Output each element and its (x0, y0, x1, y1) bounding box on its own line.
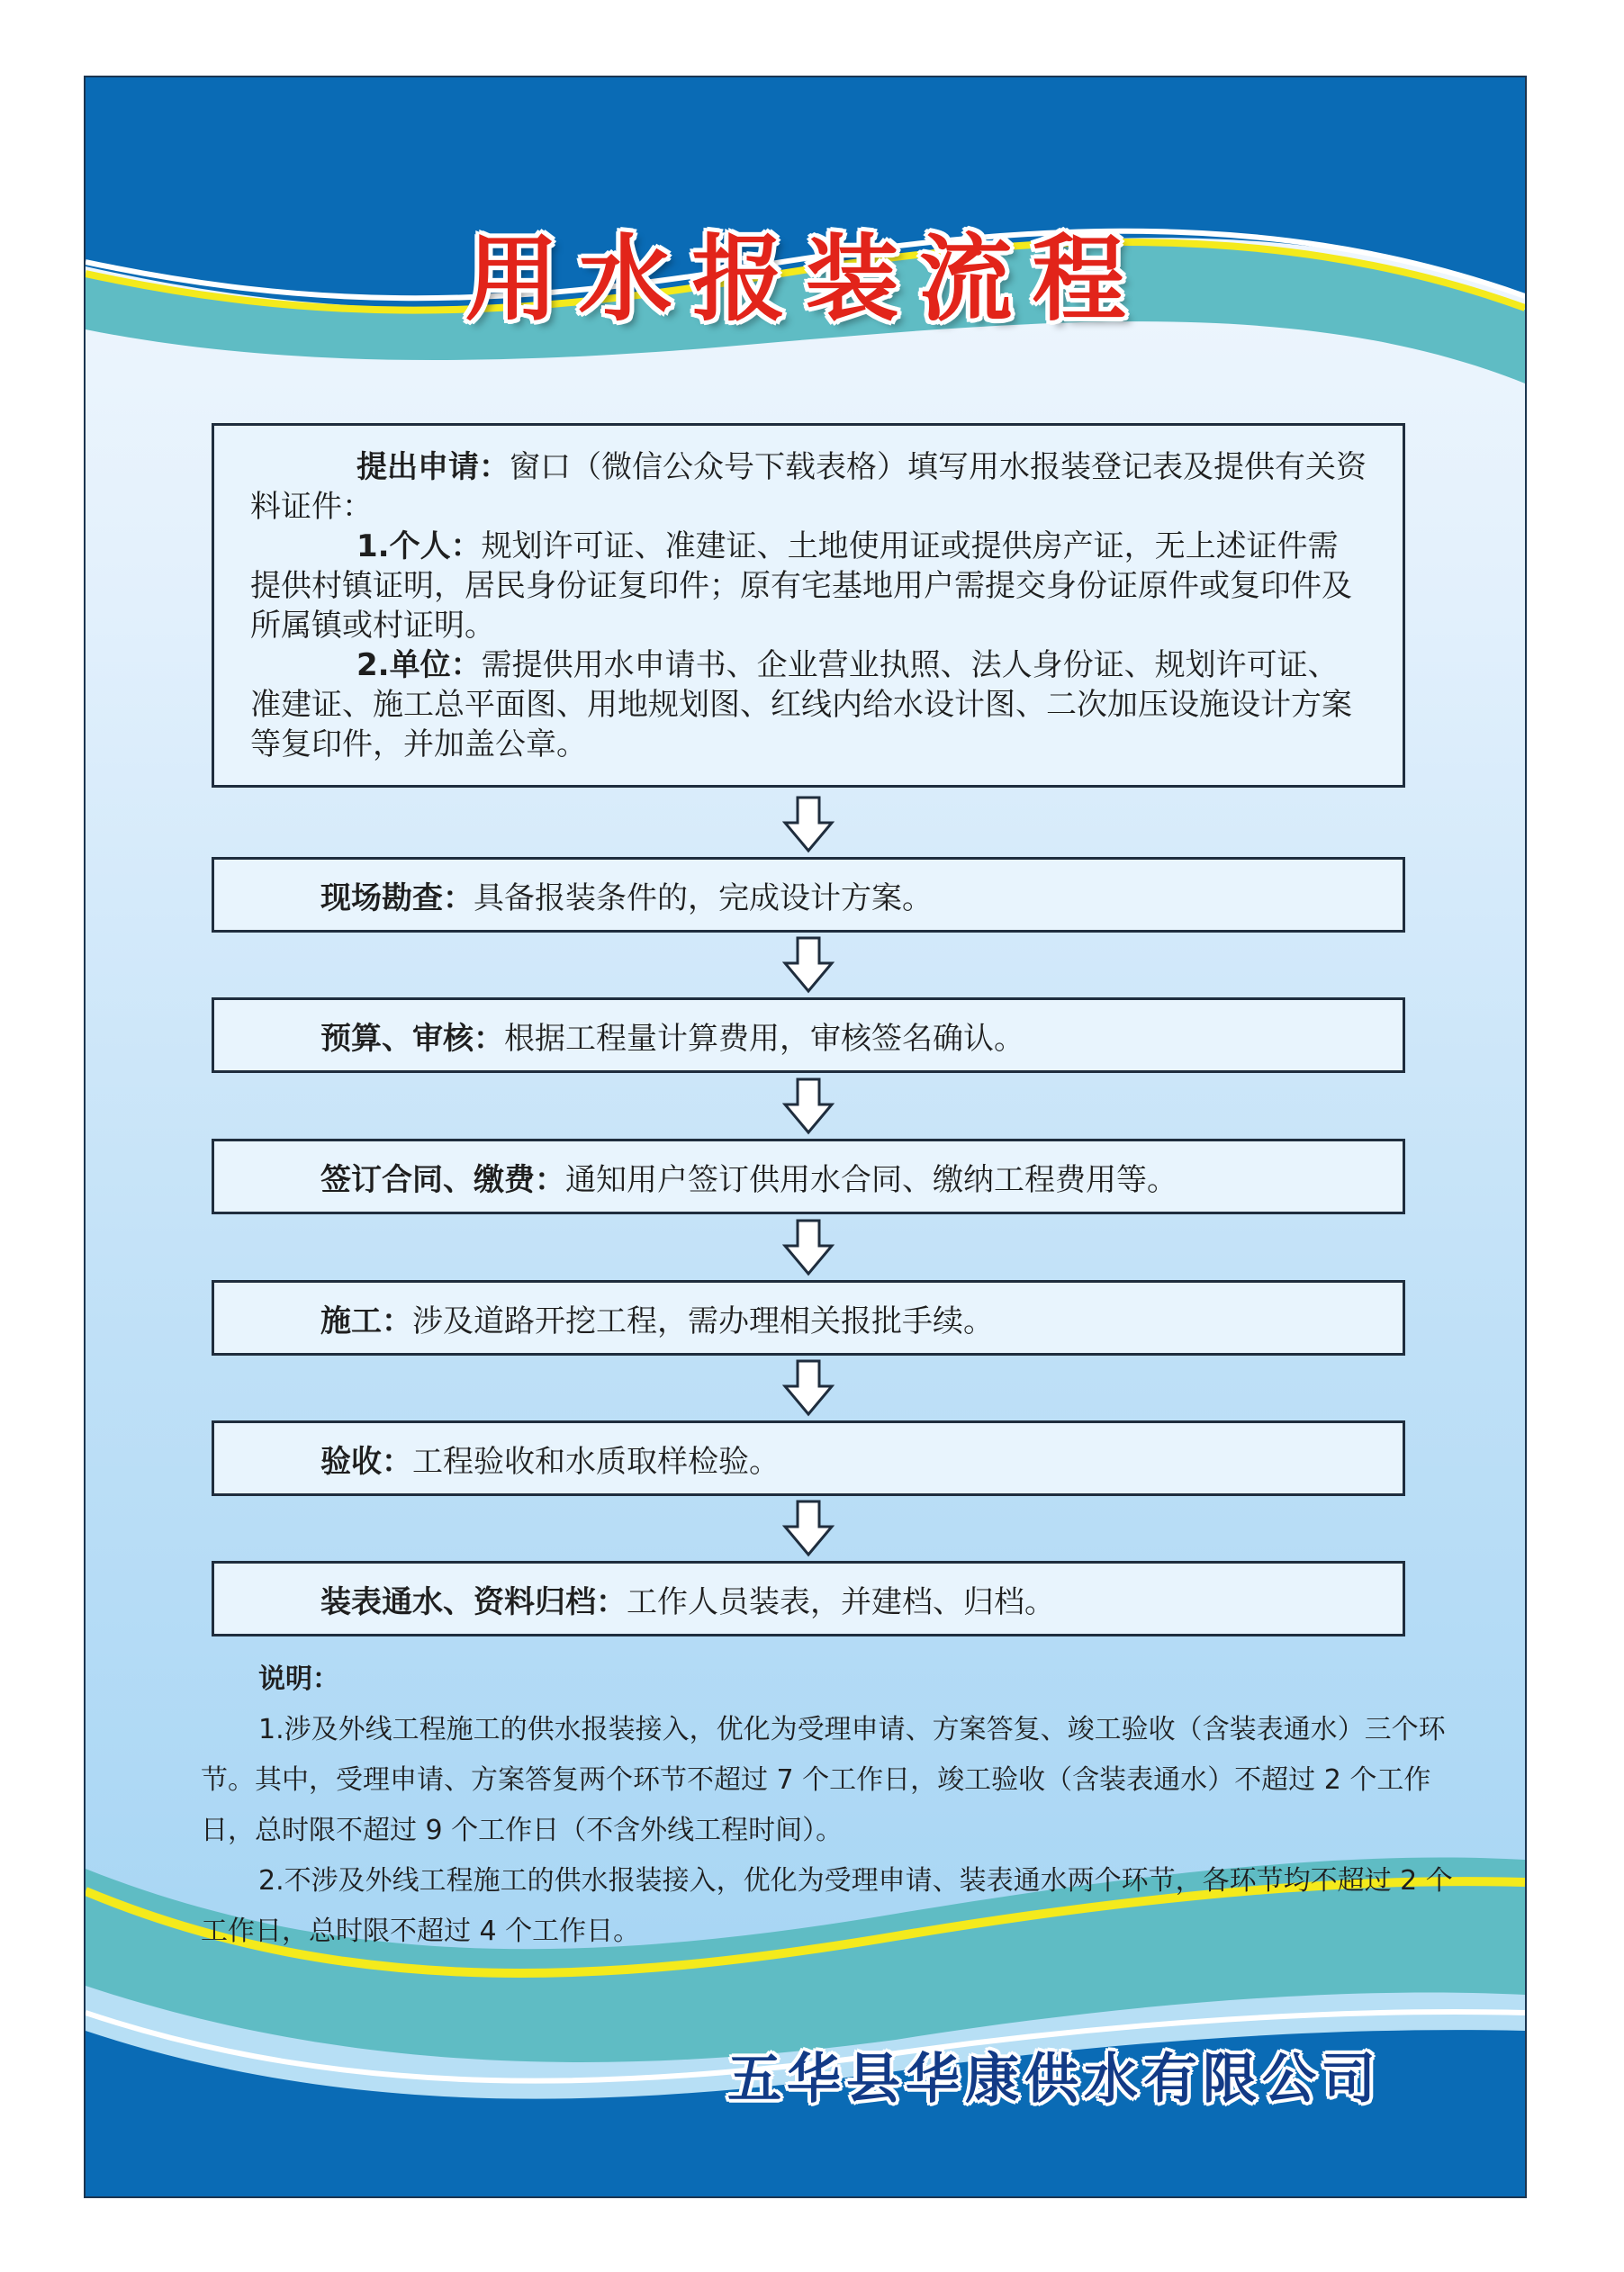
note-item: 1.涉及外线工程施工的供水报装接入，优化为受理申请、方案答复、竣工验收（含装表通水）三个环节。其中，受理申请、方案答复两个环节不超过 7 个工作日，竣工验收（含装表通水）不超过 2 个工作日，总时限不超过 9 个工作日（不含外线工程时间）。 (201, 1714, 1446, 1846)
survey-label: 现场勘查： (320, 879, 474, 916)
company-name: 五华县华康供水有限公司 (727, 2048, 1381, 2111)
down-arrow-icon (782, 1359, 835, 1417)
apply-text: 窗口（微信公众号下载表格）填写用水报装登记表及提供有关资料证件： (250, 449, 1367, 525)
step-survey-box (212, 857, 1405, 933)
construction-label: 施工： (320, 1303, 412, 1339)
unit-label: 2.单位： (356, 647, 482, 683)
note-item: 2.不涉及外线工程施工的供水报装接入，优化为受理申请、装表通水两个环节，各环节均不超过 2 个工作日，总时限不超过 4 个工作日。 (201, 1865, 1453, 1947)
contract-text: 通知用户签订供用水合同、缴纳工程费用等。 (565, 1161, 1177, 1198)
acceptance-text: 工程验收和水质取样检验。 (412, 1443, 780, 1480)
step-budget-box (212, 997, 1405, 1073)
notes-title: 说明： (258, 1663, 339, 1695)
personal-paragraph (250, 527, 1367, 645)
notes-section (201, 1654, 1461, 1957)
down-arrow-icon (782, 796, 835, 853)
down-arrow-icon (782, 1500, 835, 1557)
meter-label: 装表通水、资料归档： (320, 1583, 627, 1620)
unit-paragraph (250, 645, 1367, 764)
poster-title: 用水报装流程 (465, 224, 1146, 334)
down-arrow-icon (782, 1219, 835, 1276)
meter-text: 工作人员装表，并建档、归档。 (627, 1583, 1055, 1620)
personal-text: 规划许可证、准建证、土地使用证或提供房产证，无上述证件需提供村镇证明，居民身份证复印件；原有宅基地用户需提交身份证原件或复印件及所属镇或村证明。 (250, 528, 1352, 644)
apply-paragraph (250, 447, 1367, 527)
step-apply-box (212, 423, 1405, 788)
step-meter-box (212, 1561, 1405, 1636)
down-arrow-icon (782, 1077, 835, 1135)
acceptance-label: 验收： (320, 1443, 412, 1480)
step-contract-box (212, 1139, 1405, 1214)
survey-text: 具备报装条件的，完成设计方案。 (474, 879, 933, 916)
step-construction-box (212, 1280, 1405, 1356)
budget-text: 根据工程量计算费用，审核签名确认。 (504, 1020, 1024, 1057)
contract-label: 签订合同、缴费： (320, 1161, 565, 1198)
down-arrow-icon (782, 936, 835, 994)
step-acceptance-box (212, 1420, 1405, 1496)
apply-label: 提出申请： (356, 449, 510, 485)
construction-text: 涉及道路开挖工程，需办理相关报批手续。 (412, 1303, 994, 1339)
personal-label: 1.个人： (356, 528, 482, 564)
unit-text: 需提供用水申请书、企业营业执照、法人身份证、规划许可证、准建证、施工总平面图、用地规划图、红线内给水设计图、二次加压设施设计方案等复印件，并加盖公章。 (250, 647, 1352, 762)
poster (84, 76, 1527, 2198)
budget-label: 预算、审核： (320, 1020, 504, 1057)
